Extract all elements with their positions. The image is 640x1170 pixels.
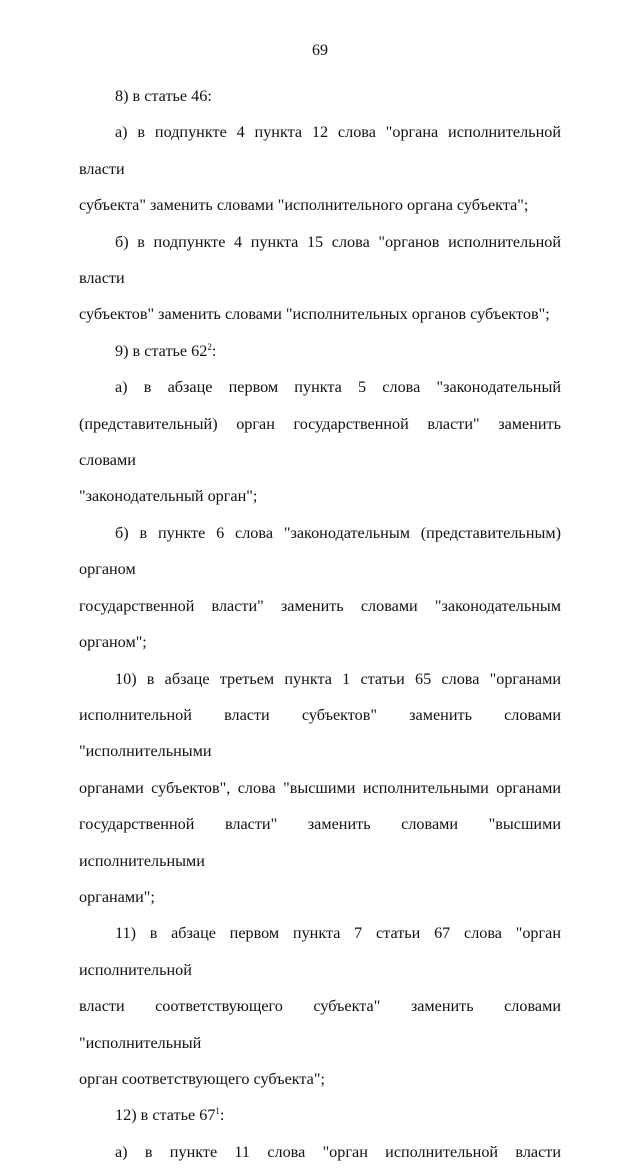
item-12-superscript: 1 [215,1106,220,1117]
item-8a-line-2: субъекта" заменить словами "исполнительного органа субъекта"; [79,196,529,215]
page-number: 69 [312,42,328,59]
item-10-line-5: органами"; [79,887,155,906]
item-9-heading [79,333,561,369]
item-12-colon: : [219,1106,225,1125]
item-10-line-2: исполнительной власти субъектов" заменить словами "исполнительными [79,705,561,761]
item-8-heading: 8) в статье 46: [115,87,212,105]
item-9a-line-3: "законодательный орган"; [79,487,258,506]
item-9b-line-2: государственной власти" заменить словами "законодательным органом"; [79,596,561,652]
item-9-heading-text: 9) в статье 62 [115,341,208,360]
item-9-colon: : [211,341,217,360]
item-12-heading [79,1097,561,1133]
item-9a-line-2: (представительный) орган государственной власти" заменить словами [79,414,561,470]
document-body [79,78,561,1170]
item-8b-line-2: субъектов" заменить словами "исполнительных органов субъектов"; [79,305,550,324]
item-12a-line-1: а) в пункте 11 слова "орган исполнительной власти [115,1142,561,1161]
item-9b-line-1: б) в пункте 6 слова "законодательным (представительным) органом [79,523,561,579]
item-10-line-3: органами субъектов", слова "высшими исполнительными органами [79,778,561,797]
item-8b-line-1: б) в подпункте 4 пункта 15 слова "органов исполнительной власти [79,232,561,288]
item-11-line-2: власти соответствующего субъекта" заменить словами "исполнительный [79,997,561,1052]
item-9a-line-1: а) в абзаце первом пункта 5 слова "законодательный [115,378,561,397]
item-10-line-4: государственной власти" заменить словами "высшими исполнительными [79,815,561,870]
item-10-line-1: 10) в абзаце третьем пункта 1 статьи 65 слова "органами [115,669,561,688]
item-12-heading-text: 12) в статье 67 [115,1106,216,1125]
item-11-line-3: орган соответствующего субъекта"; [79,1069,325,1088]
item-8a-line-1: а) в подпункте 4 пункта 12 слова "органа исполнительной власти [79,123,561,178]
item-9-superscript: 2 [207,341,212,352]
item-11-line-1: 11) в абзаце первом пункта 7 статьи 67 слова "орган исполнительной [79,924,561,979]
